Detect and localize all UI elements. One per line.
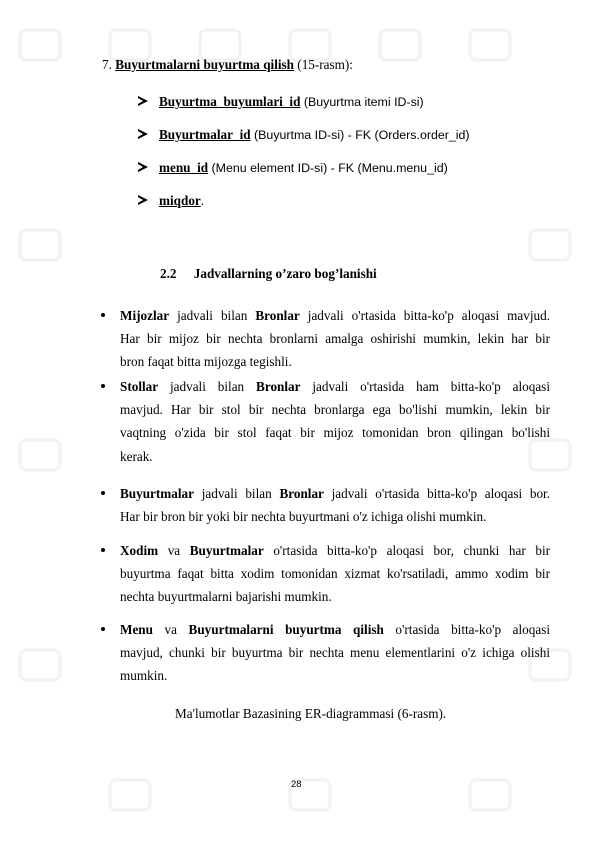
bold-term: Buyurtmalar — [120, 486, 194, 501]
arrow-bullet-icon — [138, 195, 148, 205]
text-line: mavjud. Har bir stol bir nechta bronlarga ega bo'lishi mumkin, lekin bir — [120, 402, 550, 418]
item-7-heading — [102, 57, 353, 73]
text-line: nechta buyurtmalarni bajarishi mumkin. — [120, 589, 332, 605]
bold-term: Menu — [120, 622, 153, 637]
bullet-dot-icon — [101, 491, 105, 495]
text: jadvali bilan — [194, 486, 280, 501]
text-line: mumkin. — [120, 668, 168, 684]
field-name: Buyurtma_buyumlari_id — [159, 94, 301, 109]
text: o'rtasida bitta-ko'p aloqasi bor, chunki har bir — [263, 543, 550, 558]
text: o'rtasida bitta-ko'p aloqasi — [383, 622, 550, 637]
field-desc: (Menu element ID-si) - FK (Menu.menu_id) — [208, 161, 448, 175]
bullet-dot-icon — [101, 313, 105, 317]
text-line: buyurtma faqat bitta xodim tomonidan xizmat ko'rsatiladi, ammo xodim bir — [120, 566, 550, 582]
section-number: 2.2 — [160, 266, 177, 281]
text: jadvali o'rtasida bitta-ko'p aloqasi bor. — [323, 486, 551, 501]
text: va — [158, 543, 190, 558]
bold-term: Bronlar — [279, 486, 324, 501]
page-number: 28 — [291, 779, 302, 790]
arrow-bullet-icon — [138, 162, 148, 172]
arrow-bullet-icon — [138, 96, 148, 106]
item-suffix: (15-rasm): — [294, 57, 353, 72]
bold-term: Xodim — [120, 543, 159, 558]
bullet-dot-icon — [101, 384, 105, 388]
text: jadvali bilan — [169, 308, 256, 323]
text-line: Har bir mijoz bir nechta bronlarni amalga oshirishi mumkin, lekin har bir — [120, 331, 550, 347]
bold-term: Bronlar — [255, 308, 300, 323]
item-number: 7. — [102, 57, 112, 72]
bold-term: Buyurtmalarni buyurtma qilish — [188, 622, 384, 637]
field-name: Buyurtmalar_id — [159, 127, 251, 142]
bold-term: Bronlar — [256, 379, 301, 394]
text: jadvali o'rtasida ham bitta-ko'p aloqasi — [300, 379, 550, 394]
text: jadvali bilan — [158, 379, 257, 394]
section-heading — [160, 266, 377, 282]
section-title: Jadvallarning o’zaro bog’lanishi — [193, 266, 377, 281]
text-line: Har bir bron bir yoki bir nechta buyurtmani o'z ichiga olishi mumkin. — [120, 509, 487, 525]
bold-term: Buyurtmalar — [189, 543, 264, 558]
field-name: miqdor — [159, 193, 201, 208]
text-line: vaqtning o'zida bir stol faqat bir mijoz tomonidan bron qilingan bo'lishi — [120, 425, 550, 441]
arrow-bullet-icon — [138, 129, 148, 139]
field-desc: (Buyurtma ID-si) - FK (Orders.order_id) — [250, 128, 470, 142]
text-line: mavjud, chunki bir buyurtma bir nechta menu elementlarini o'z ichiga olishi — [120, 645, 550, 661]
field-name: menu_id — [159, 160, 209, 175]
text-line: bron faqat bitta mijozga tegishli. — [120, 354, 292, 370]
figure-caption: Ma'lumotlar Bazasining ER-diagrammasi (6-rasm). — [175, 706, 447, 721]
text-line: kerak. — [120, 448, 153, 464]
bullet-dot-icon — [101, 548, 105, 552]
item-title: Buyurtmalarni buyurtma qilish — [115, 57, 294, 72]
text: va — [152, 622, 189, 637]
field-desc: . — [200, 193, 205, 208]
bold-term: Stollar — [120, 379, 159, 394]
bullet-dot-icon — [101, 627, 105, 631]
field-desc: (Buyurtma itemi ID-si) — [300, 95, 424, 109]
bold-term: Mijozlar — [120, 308, 170, 323]
text: jadvali o'rtasida bitta-ko'p aloqasi mavjud. — [299, 308, 550, 323]
